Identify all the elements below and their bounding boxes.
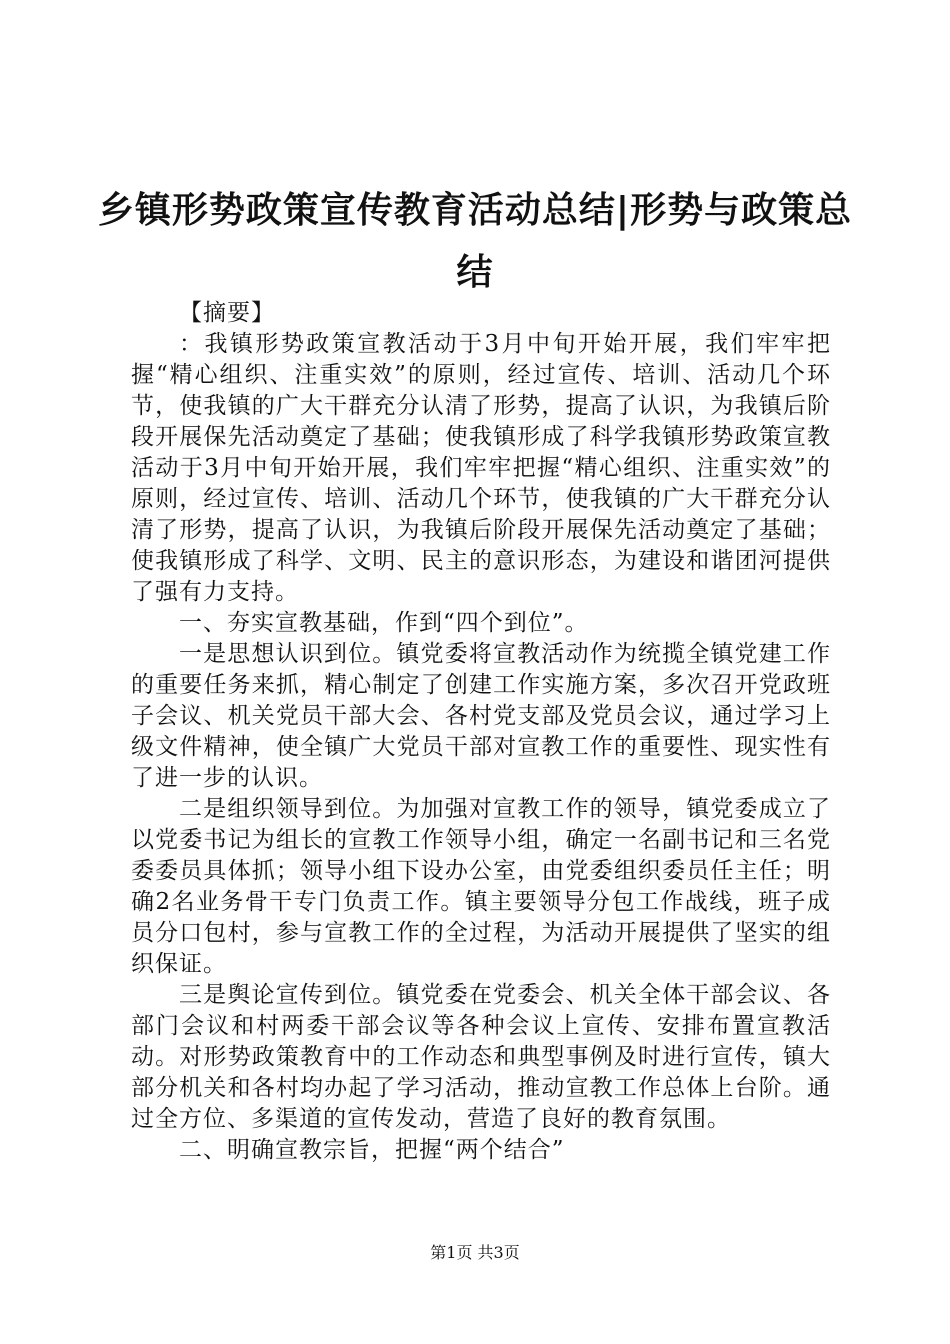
paragraph-leadership: 二是组织领导到位。为加强对宣教工作的领导，镇党委成立了以党委书记为组长的宣教工作领导小组，确定一名副书记和三名党委委员具体抓；领导小组下设办公室，由党委组织委员任主任；明确2名业务骨干专门负责工作。镇主要领导分包工作战线，班子成员分口包村，参与宣教工作的全过程，为活动开展提供了坚实的组织保证。 xyxy=(131,796,831,977)
document-body xyxy=(131,298,831,1166)
page-number: 第1页 共3页 xyxy=(430,1243,520,1262)
abstract-label: 【摘要】 xyxy=(179,300,275,326)
paragraph-thinking: 一是思想认识到位。镇党委将宣教活动作为统揽全镇党建工作的重要任务来抓，精心制定了创建工作实施方案，多次召开党政班子会议、机关党员干部大会、各村党支部及党员会议，通过学习上级文件精神，使全镇广大党员干部对宣教工作的重要性、现实性有了进一步的认识。 xyxy=(131,641,831,791)
section-heading-1: 一、夯实宣教基础，作到“四个到位”。 xyxy=(179,610,589,636)
document-title: 乡镇形势政策宣传教育活动总结|形势与政策总结 xyxy=(97,190,853,293)
section-heading-2: 二、明确宣教宗旨，把握“两个结合” xyxy=(179,1137,565,1163)
abstract-paragraph: ：我镇形势政策宣教活动于3月中旬开始开展，我们牢牢把握“精心组织、注重实效”的原则，经过宣传、培训、活动几个环节，使我镇的广大干群充分认清了形势，提高了认识，为我镇后阶段开展保先活动奠定了基础；使我镇形成了科学我镇形势政策宣教活动于3月中旬开始开展，我们牢牢把握“精心组织、注重实效”的原则，经过宣传、培训、活动几个环节，使我镇的广大干群充分认清了形势，提高了认识，为我镇后阶段开展保先活动奠定了基础；使我镇形成了科学、文明、民主的意识形态，为建设和谐团河提供了强有力支持。 xyxy=(131,331,831,605)
paragraph-publicity: 三是舆论宣传到位。镇党委在党委会、机关全体干部会议、各部门会议和村两委干部会议等各种会议上宣传、安排布置宣教活动。对形势政策教育中的工作动态和典型事例及时进行宣传，镇大部分机关和各村均办起了学习活动，推动宣教工作总体上台阶。通过全方位、多渠道的宣传发动，营造了良好的教育氛围。 xyxy=(131,982,831,1132)
